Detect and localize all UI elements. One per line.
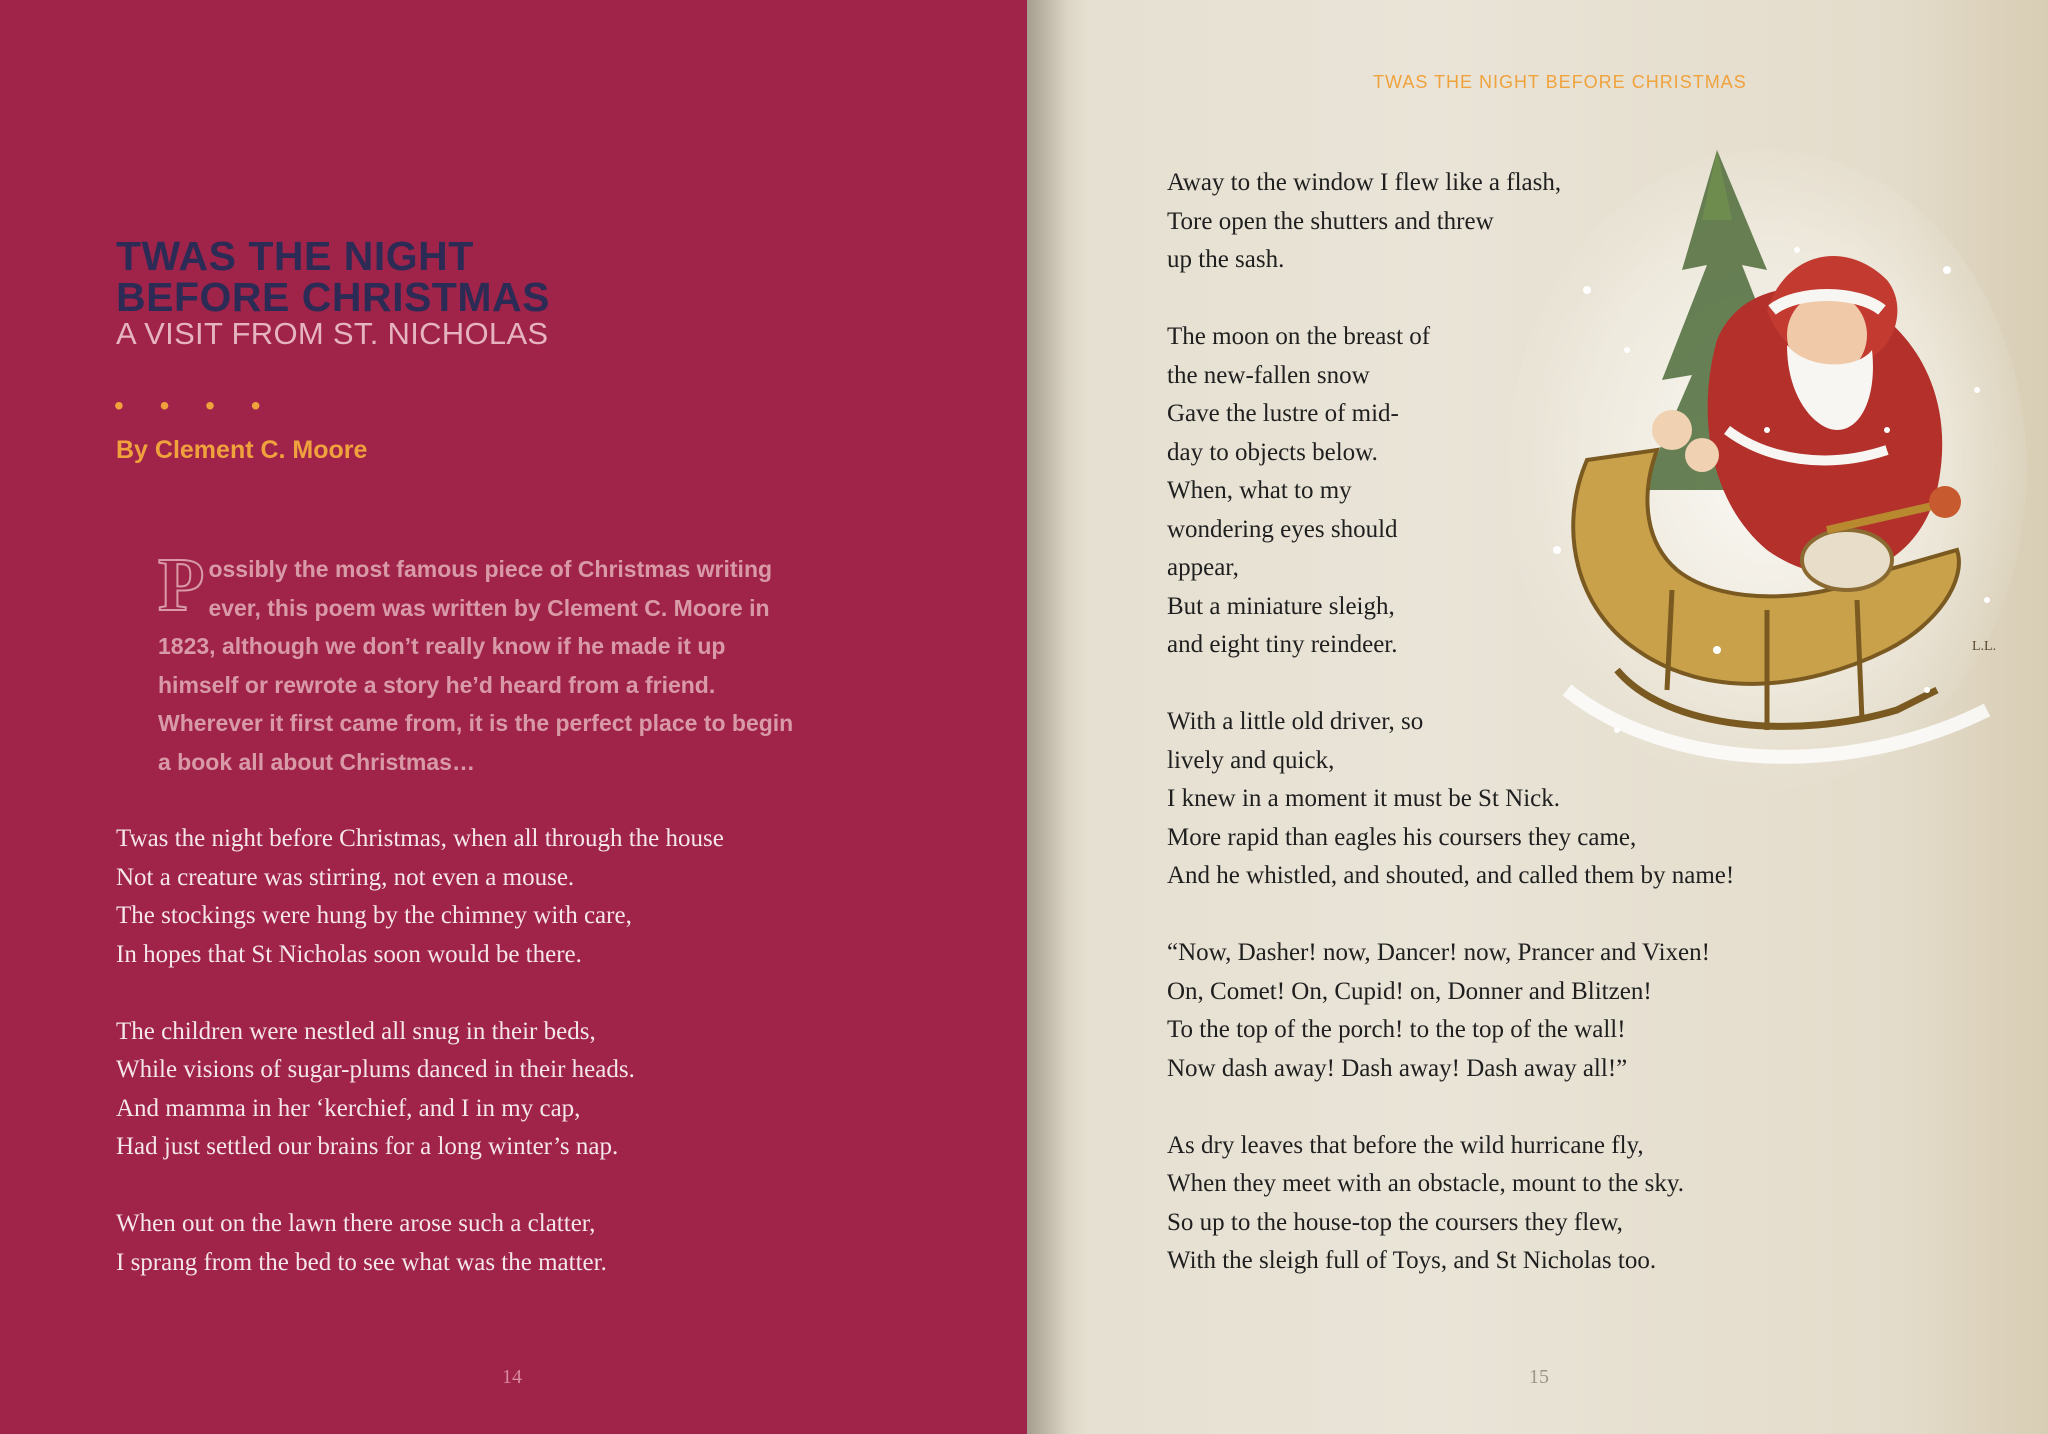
poem-line: And he whistled, and shouted, and called them by name! [1167,862,1735,889]
poem-line: When they meet with an obstacle, mount to the sky. [1167,1170,1685,1197]
poem-line: the new-fallen snow [1167,361,1370,389]
poem-title [116,233,550,320]
poem-line: The children were nestled all snug in their beds, [116,1017,596,1045]
poem-line: When, what to my [1167,477,1352,504]
poem-line: More rapid than eagles his coursers they came, [1167,823,1637,851]
poem-line: The stockings were hung by the chimney with care, [116,902,632,929]
poem-line: With the sleigh full of Toys, and St Nicholas too. [1167,1247,1657,1274]
poem-line: The moon on the breast of [1167,323,1431,350]
poem-text-right [1167,164,2027,1319]
poem-line: But a miniature sleigh, [1167,592,1395,620]
poem-text-left [116,820,916,1321]
stanza [1167,934,2027,1088]
poem-line: Twas the night before Christmas, when all through the house [116,825,724,852]
poem-line: When out on the lawn there arose such a clatter, [116,1210,596,1237]
poem-line: So up to the house-top the coursers they flew, [1167,1208,1623,1236]
right-page [1027,0,2048,1434]
stanza [1167,318,2027,665]
poem-line: Away to the window I flew like a flash, [1167,169,1562,196]
poem-line: Not a creature was stirring, not even a mouse. [116,863,575,891]
poem-line: To the top of the porch! to the top of the wall! [1167,1016,1626,1043]
poem-line: I sprang from the bed to see what was the matter. [116,1248,607,1276]
intro-paragraph [158,543,798,781]
poem-line: “Now, Dasher! now, Dancer! now, Prancer and Vixen! [1167,939,1710,966]
poem-line: While visions of sugar-plums danced in their heads. [116,1056,635,1083]
poem-line: In hopes that St Nicholas soon would be there. [116,940,582,968]
poem-line: appear, [1167,554,1239,581]
stanza [1167,1127,2027,1281]
poem-line: and eight tiny reindeer. [1167,631,1398,658]
poem-line: And mamma in her ‘kerchief, and I in my cap, [116,1094,581,1122]
poem-line: Tore open the shutters and threw [1167,207,1494,235]
running-head: TWAS THE NIGHT BEFORE CHRISTMAS [1373,72,1747,92]
stanza [1167,703,2027,896]
title-line-1: TWAS THE NIGHT [116,233,474,279]
stanza [116,820,916,974]
stanza [116,1205,916,1282]
page-number-right: 15 [1529,1366,1549,1388]
poem-line: I knew in a moment it must be St Nick. [1167,785,1561,812]
intro-text: ossibly the most famous piece of Christmas writing ever, this poem was written by Clement C. Moore in 1823, although we don’t really know if he made it up himself or rewrote a story he’d heard from a friend. Wherever it first came from, it is the perfect place to begin a book all about Christmas… [158,556,794,775]
drop-cap: P [158,543,205,627]
page-number-left: 14 [502,1366,522,1388]
stanza [116,1013,916,1167]
poem-line: lively and quick, [1167,746,1335,774]
poem-line: As dry leaves that before the wild hurricane fly, [1167,1131,1644,1159]
ornament-dots: • • • • [114,390,275,421]
poem-line: day to objects below. [1167,438,1378,466]
poem-line: On, Comet! On, Cupid! on, Donner and Blitzen! [1167,977,1652,1005]
illustration-signature: L.L. [1972,639,1997,654]
poem-subtitle: A VISIT FROM ST. NICHOLAS [116,316,549,351]
author-byline: By Clement C. Moore [116,436,368,464]
poem-line: wondering eyes should [1167,515,1398,543]
poem-line: up the sash. [1167,246,1285,273]
poem-line: Had just settled our brains for a long winter’s nap. [116,1133,619,1160]
stanza [1167,164,2027,280]
gutter-shadow [1027,0,1067,1434]
poem-line: Now dash away! Dash away! Dash away all!” [1167,1054,1628,1082]
title-line-2: BEFORE CHRISTMAS [116,274,550,320]
poem-line: With a little old driver, so [1167,708,1424,735]
poem-line: Gave the lustre of mid- [1167,400,1399,427]
